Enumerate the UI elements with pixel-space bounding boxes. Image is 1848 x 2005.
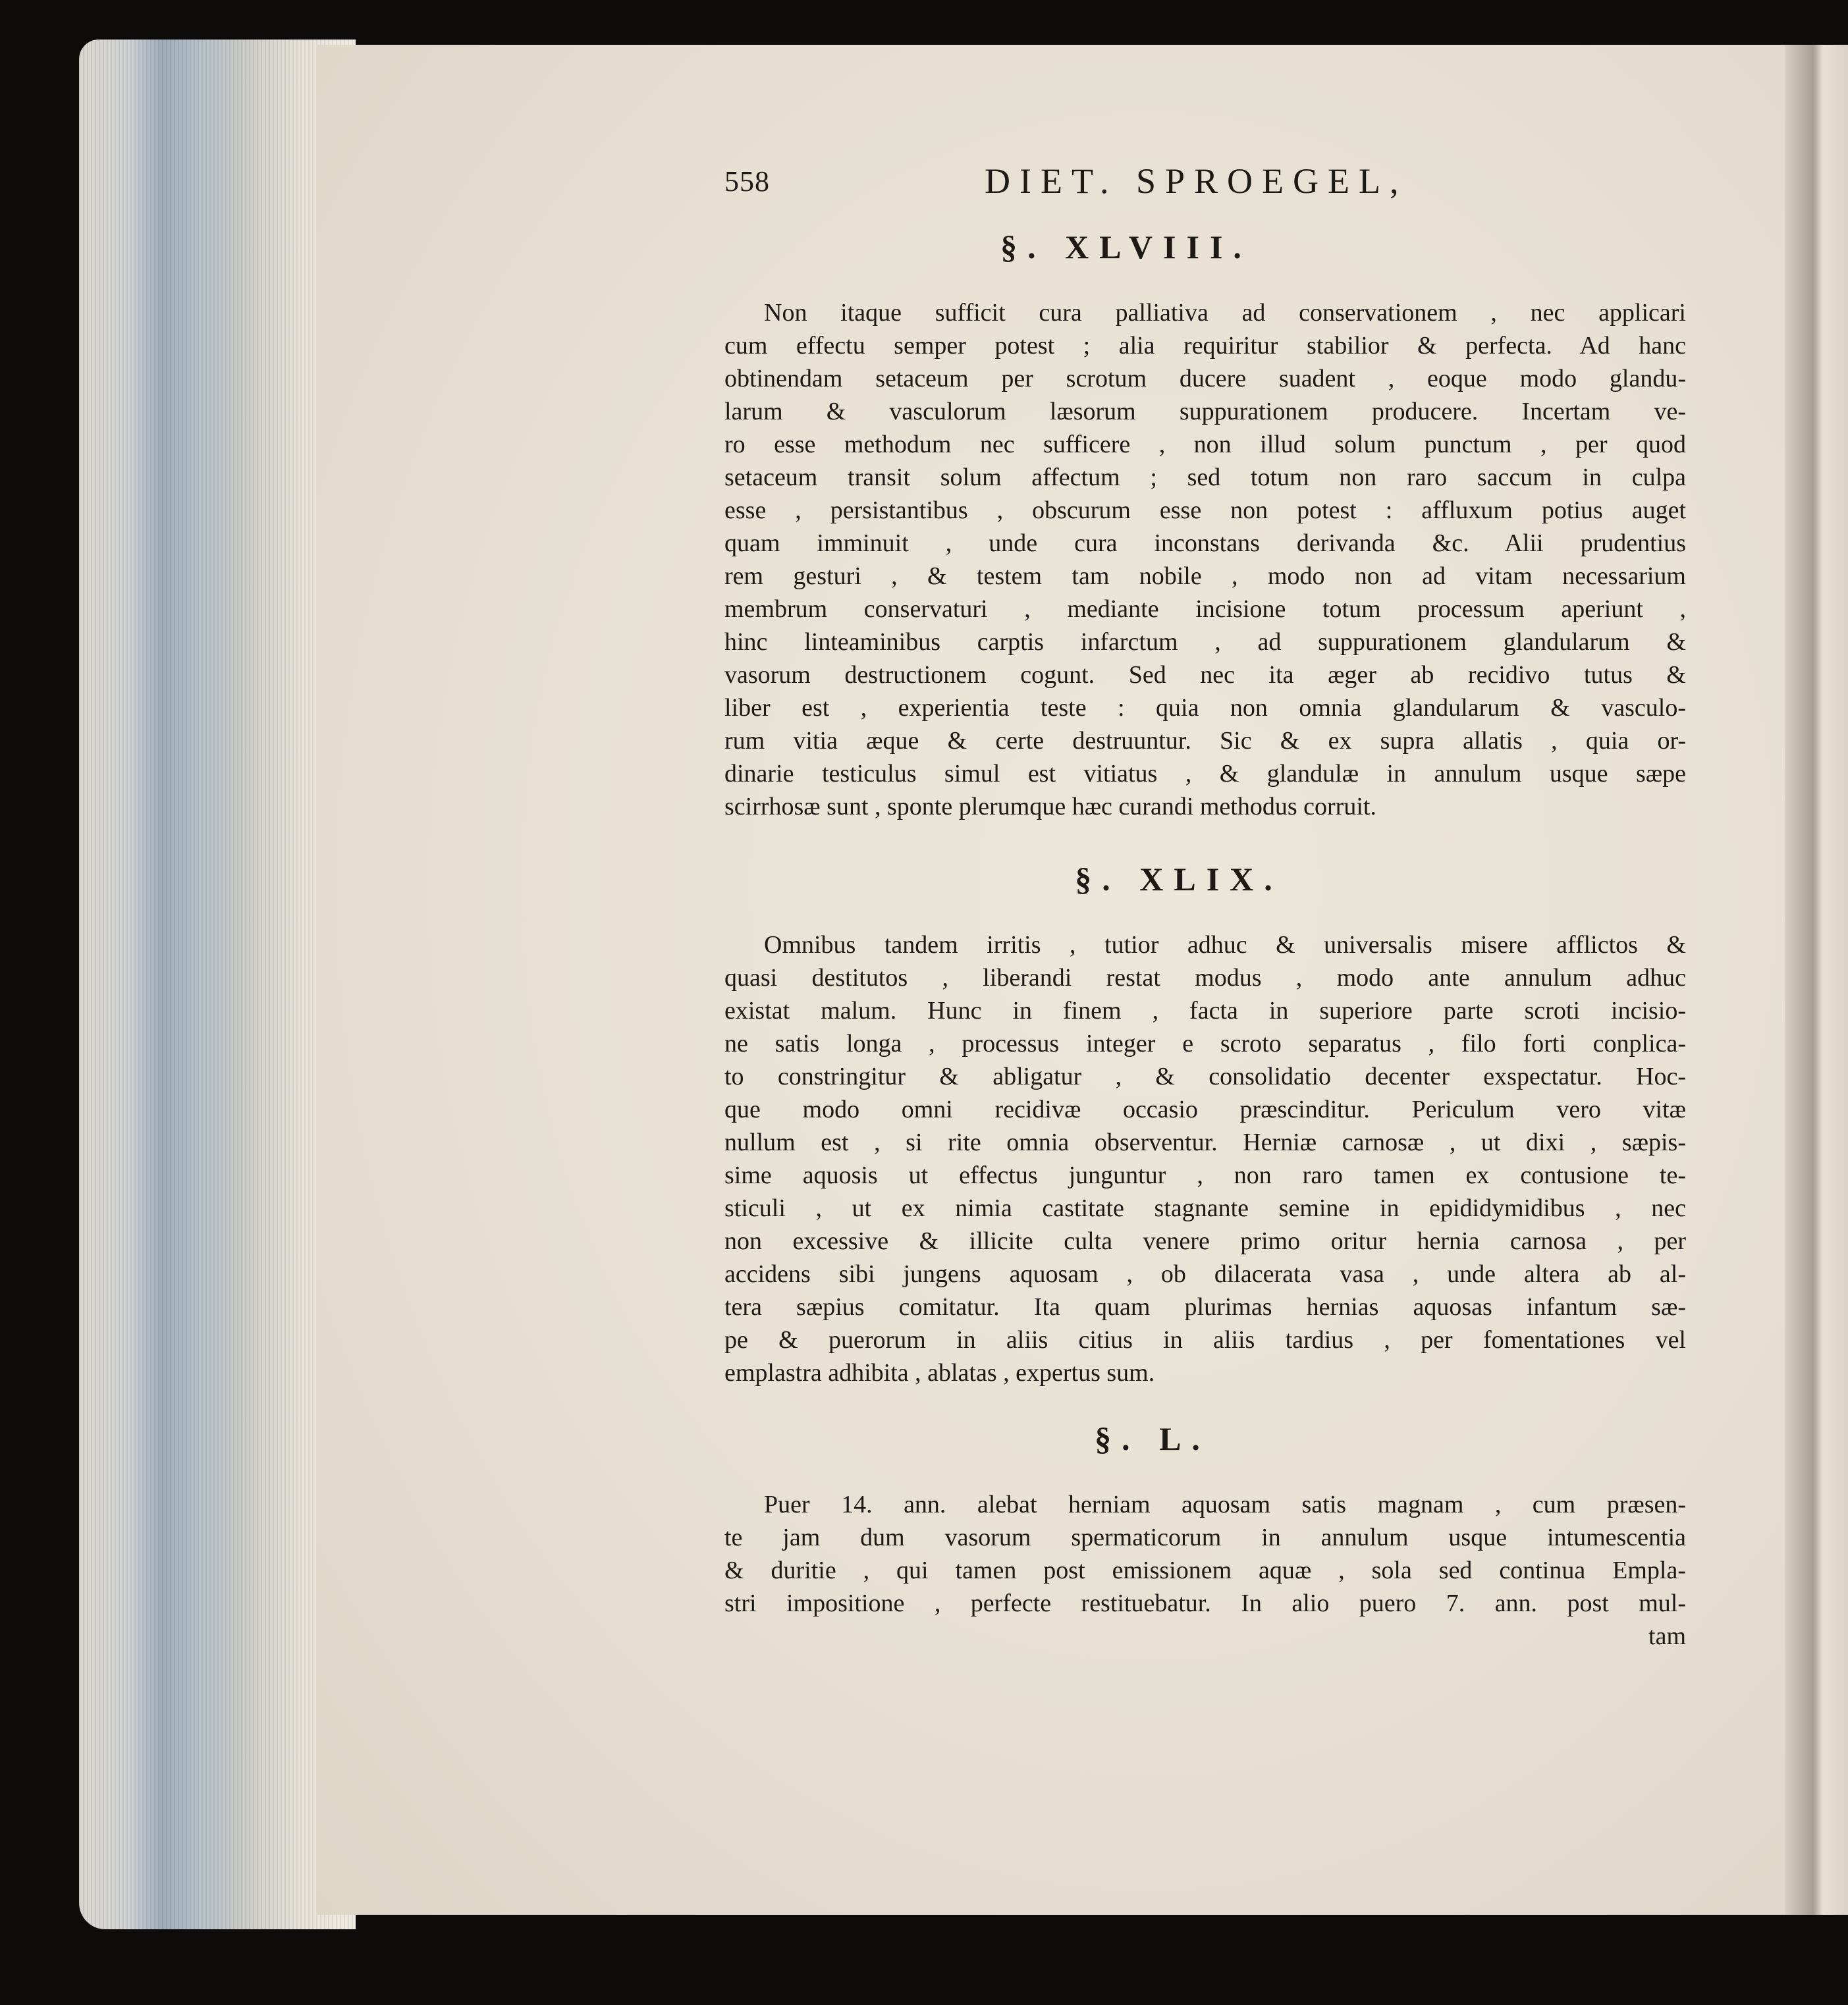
text-line: & duritie , qui tamen post emissionem aquæ , sola sed continua Empla- — [724, 1557, 1686, 1584]
text-line: que modo omni recidivæ occasio præscinditur. Periculum vero vitæ — [724, 1096, 1686, 1123]
page-text-block — [724, 158, 1686, 1653]
text-line: rum vitia æque & certe destruuntur. Sic & ex supra allatis , quia or- — [724, 727, 1686, 755]
text-line: te jam dum vasorum spermaticorum in annulum usque intumescentia — [724, 1524, 1686, 1551]
text-line: larum & vasculorum læsorum suppurationem producere. Incertam ve- — [724, 398, 1686, 425]
text-line: emplastra adhibita , ablatas , expertus sum. — [724, 1359, 1155, 1387]
text-line: pe & puerorum in aliis citius in aliis tardius , per fomentationes vel — [724, 1326, 1686, 1354]
text-line: non excessive & illicite culta venere primo oritur hernia carnosa , per — [724, 1227, 1686, 1255]
text-line: Puer 14. ann. alebat herniam aquosam satis magnam , cum præsen- — [764, 1491, 1686, 1518]
text-line: esse , persistantibus , obscurum esse non potest : affluxum potius auget — [724, 496, 1686, 524]
text-line: accidens sibi jungens aquosam , ob dilacerata vasa , unde altera ab al- — [724, 1260, 1686, 1288]
text-line: sticuli , ut ex nimia castitate stagnante semine in epididymidibus , nec — [724, 1194, 1686, 1222]
text-line: to constringitur & abligatur , & consolidatio decenter exspectatur. Hoc- — [724, 1063, 1686, 1090]
running-head-title: DIET. SPROEGEL, — [985, 161, 1408, 201]
text-line: dinarie testiculus simul est vitiatus , & glandulæ in annulum usque sæpe — [724, 760, 1686, 788]
page-number: 558 — [724, 165, 770, 198]
text-line: sime aquosis ut effectus junguntur , non raro tamen ex contusione te- — [724, 1162, 1686, 1189]
running-head — [724, 158, 1686, 211]
text-line: liber est , experientia teste : quia non omnia glandularum & vasculo- — [724, 694, 1686, 722]
section-paragraph — [724, 928, 1686, 1389]
text-line: tera sæpius comitatur. Ita quam plurimas hernias aquosas infantum sæ- — [724, 1293, 1686, 1321]
text-line: cum effectu semper potest ; alia requiritur stabilior & perfecta. Ad hanc — [724, 332, 1686, 360]
text-line: membrum conservaturi , mediante incisione totum processum aperiunt , — [724, 595, 1686, 623]
section-heading: §. XLVIII. — [1000, 228, 1252, 265]
section-paragraph — [724, 1488, 1686, 1620]
catchword: tam — [1648, 1622, 1686, 1650]
text-line: scirrhosæ sunt , sponte plerumque hæc curandi methodus corruit. — [724, 793, 1376, 820]
text-line: nullum est , si rite omnia observentur. Herniæ carnosæ , ut dixi , sæpis- — [724, 1129, 1686, 1156]
text-line: ro esse methodum nec sufficere , non illud solum punctum , per quod — [724, 431, 1686, 458]
section-heading: §. XLIX. — [1075, 861, 1283, 897]
text-line: quasi destitutos , liberandi restat modus , modo ante annulum adhuc — [724, 964, 1686, 992]
text-line: setaceum transit solum affectum ; sed totum non raro saccum in culpa — [724, 464, 1686, 491]
text-line: Non itaque sufficit cura palliativa ad conservationem , nec applicari — [764, 299, 1686, 327]
book-gutter — [1785, 45, 1848, 1915]
text-line: existat malum. Hunc in finem , facta in superiore parte scroti incisio- — [724, 997, 1686, 1025]
text-line: vasorum destructionem cogunt. Sed nec ita æger ab recidivo tutus & — [724, 661, 1686, 689]
text-line: stri impositione , perfecte restituebatur. In alio puero 7. ann. post mul- — [724, 1590, 1686, 1617]
section-paragraph — [724, 296, 1686, 823]
text-line: rem gesturi , & testem tam nobile , modo non ad vitam necessarium — [724, 562, 1686, 590]
section-heading: §. L. — [1095, 1420, 1210, 1457]
book-page-edges — [79, 40, 356, 1929]
text-line: Omnibus tandem irritis , tutior adhuc & universalis misere afflictos & — [764, 931, 1686, 959]
text-line: quam imminuit , unde cura inconstans derivanda &c. Alii prudentius — [724, 529, 1686, 557]
text-line: hinc linteaminibus carptis infarctum , ad suppurationem glandularum & — [724, 628, 1686, 656]
text-line: obtinendam setaceum per scrotum ducere suadent , eoque modo glandu- — [724, 365, 1686, 392]
text-line: ne satis longa , processus integer e scroto separatus , filo forti conplica- — [724, 1030, 1686, 1057]
